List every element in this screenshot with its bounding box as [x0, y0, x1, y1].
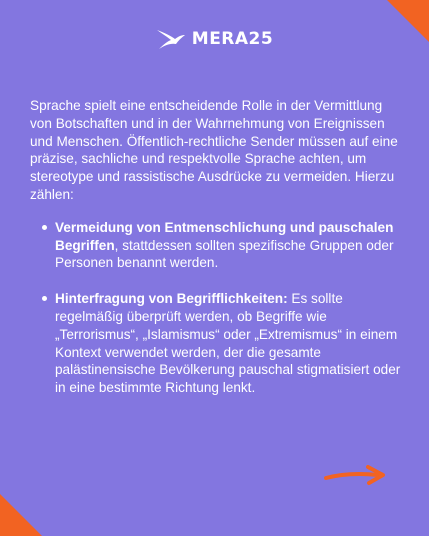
bullet-dot: [42, 296, 47, 301]
corner-triangle-bottom-left: [0, 494, 42, 536]
bullet-item: [30, 219, 402, 272]
bullet-title: Hinterfragung von Begrifflichkeiten:: [55, 291, 288, 307]
bullet-text: Es sollte regelmäßig überprüft werden, ob Begriffe wie „Terrorismus“, „Islamismus“ oder „Extremismus“ in einem Kontext verwendet werden, der die gesamte palästinensische Bevölkerung pauschal stigmatisiert oder in eine bestimmte Richtung lenkt.: [55, 291, 401, 396]
swift-bird-icon: [156, 28, 186, 50]
brand-name: MERA25: [191, 29, 274, 49]
bullet-title: Vermeidung von Entmenschlichung und pauschalen Begriffen: [55, 219, 394, 253]
bullet-text: , stattdessen sollten spezifische Gruppen oder Personen benannt werden.: [55, 237, 394, 271]
bullet-dot: [42, 225, 47, 230]
text-content: [30, 97, 402, 415]
brand-logo: [0, 28, 429, 50]
arrow-right-icon[interactable]: [323, 463, 387, 487]
bullet-item: [30, 290, 402, 397]
bullet-list: [30, 219, 402, 397]
intro-paragraph: Sprache spielt eine entscheidende Rolle in der Vermittlung von Botschaften und in der Wahrnehmung von Ereignissen und Menschen. Öffentlich-rechtliche Sender müssen auf eine präzise, sachliche und respektvolle Sprache achten, um stereotype und rassistische Ausdrücke zu vermeiden. Hierzu zählen:: [30, 98, 398, 202]
